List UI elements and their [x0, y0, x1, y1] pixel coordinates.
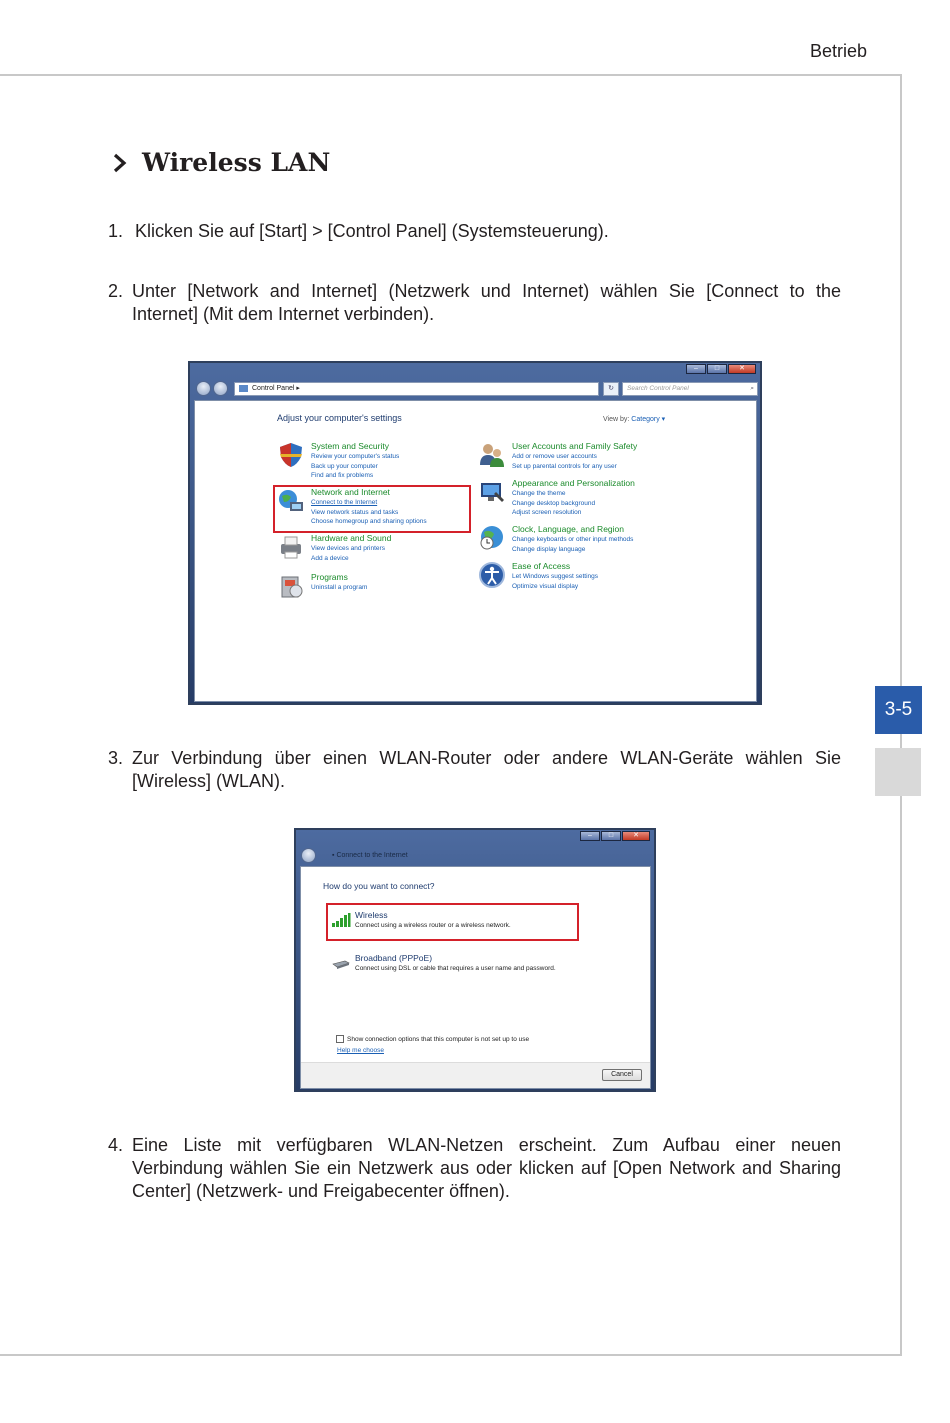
category-title[interactable]: System and Security [311, 441, 389, 451]
page-number-tab: 3-5 [875, 686, 922, 734]
programs-icon [277, 572, 305, 600]
step-4 [108, 1134, 841, 1203]
close-icon[interactable]: ✕ [622, 831, 650, 841]
search-input[interactable]: Search Control Panel ⌕ [622, 382, 758, 396]
display-icon [478, 478, 506, 506]
page-frame-bottom [0, 1354, 902, 1356]
step-1 [108, 220, 841, 243]
option-title: Wireless [355, 910, 388, 920]
step-number: 1. [108, 221, 124, 241]
window-controls [579, 831, 650, 841]
category-link[interactable]: Set up parental controls for any user [512, 462, 617, 470]
users-icon [478, 441, 506, 469]
category-appearance[interactable] [478, 478, 635, 518]
minimize-icon[interactable]: – [686, 364, 706, 374]
back-icon[interactable] [196, 381, 211, 396]
highlight-wireless-option [326, 903, 579, 941]
refresh-icon[interactable]: ↻ [603, 382, 619, 396]
option-broadband[interactable] [331, 953, 556, 973]
minimize-icon[interactable]: – [580, 831, 600, 841]
step-number: 3. [108, 748, 124, 768]
dialog-title: ▪ Connect to the Internet [332, 852, 408, 859]
connect-dialog-content [300, 866, 651, 1089]
option-title: Broadband (PPPoE) [355, 953, 433, 963]
control-panel-title: Adjust your computer's settings [277, 413, 402, 423]
address-bar[interactable]: Control Panel ▸ [234, 382, 599, 396]
category-link[interactable]: Back up your computer [311, 462, 378, 470]
show-options-checkbox[interactable] [336, 1035, 529, 1043]
step-number: 4. [108, 1135, 124, 1155]
close-icon[interactable]: ✕ [728, 364, 756, 374]
category-title[interactable]: Programs [311, 572, 348, 582]
section-heading [110, 148, 330, 177]
category-link[interactable]: Change desktop background [512, 499, 596, 507]
step-text: Zur Verbindung über einen WLAN-Router oder andere WLAN-Geräte wählen Sie [Wireless] (WLAN). [132, 748, 841, 791]
step-text: Eine Liste mit verfügbaren WLAN-Netzen erscheint. Zum Aufbau einer neuen Verbindung wählen Sie ein Netzwerk aus oder klicken auf [Open Network and Sharing Center] (Netzwerk- und Freigabecenter öffnen). [132, 1135, 841, 1201]
maximize-icon[interactable]: □ [601, 831, 621, 841]
option-description: Connect using DSL or cable that requires a user name and password. [355, 965, 556, 972]
dialog-question: How do you want to connect? [323, 881, 435, 891]
clock-globe-icon [478, 524, 506, 552]
category-title[interactable]: Hardware and Sound [311, 533, 392, 543]
page-frame-top [0, 74, 902, 76]
maximize-icon[interactable]: □ [707, 364, 727, 374]
category-programs[interactable] [277, 572, 367, 600]
category-clock-language[interactable] [478, 524, 633, 554]
category-link[interactable]: Add a device [311, 554, 349, 562]
dialog-footer [301, 1062, 650, 1088]
chevron-right-icon [110, 153, 130, 173]
step-number: 2. [108, 281, 124, 301]
window-controls [685, 364, 756, 374]
connect-dialog-screenshot [294, 828, 656, 1092]
category-link[interactable]: Change keyboards or other input methods [512, 536, 634, 543]
modem-icon [331, 956, 351, 970]
category-link[interactable]: Find and fix problems [311, 472, 374, 479]
category-title[interactable]: Appearance and Personalization [512, 478, 635, 488]
control-panel-content [194, 400, 757, 702]
category-link[interactable]: Choose homegroup and sharing options [311, 518, 427, 525]
category-user-accounts[interactable] [478, 441, 637, 471]
category-title[interactable]: User Accounts and Family Safety [512, 441, 638, 451]
view-by[interactable]: View by: Category ▾ [603, 416, 666, 423]
address-bar-row [194, 381, 756, 397]
step-text: Klicken Sie auf [Start] > [Control Panel] (Systemsteuerung). [135, 221, 609, 241]
category-system-security[interactable] [277, 441, 399, 481]
forward-icon[interactable] [213, 381, 228, 396]
category-link[interactable]: Review your computer's status [311, 453, 400, 460]
category-title[interactable]: Ease of Access [512, 561, 571, 571]
category-link[interactable]: Add or remove user accounts [512, 453, 597, 460]
step-3 [108, 747, 841, 793]
category-link[interactable]: Uninstall a program [311, 584, 368, 591]
category-link[interactable]: View devices and printers [311, 545, 385, 552]
category-title[interactable]: Network and Internet [311, 487, 390, 497]
help-me-choose-link[interactable]: Help me choose [337, 1047, 384, 1054]
checkbox-label: Show connection options that this computer is not set up to use [347, 1035, 530, 1043]
category-link[interactable]: View network status and tasks [311, 508, 399, 516]
category-title[interactable]: Clock, Language, and Region [512, 524, 624, 534]
highlight-network-internet [273, 485, 471, 533]
cancel-button[interactable]: Cancel [602, 1069, 642, 1081]
category-link[interactable]: Change display language [512, 545, 586, 553]
search-icon: ⌕ [750, 385, 754, 392]
category-ease-of-access[interactable] [478, 561, 598, 591]
control-panel-icon [239, 385, 248, 392]
step-text: Unter [Network and Internet] (Netzwerk und Internet) wählen Sie [Connect to the Internet] (Mit dem Internet verbinden). [132, 281, 841, 324]
ease-of-access-icon [478, 561, 506, 589]
section-label: Betrieb [810, 41, 868, 61]
checkbox-box[interactable] [336, 1035, 344, 1043]
category-link[interactable]: Adjust screen resolution [512, 509, 582, 516]
page-title: Wireless LAN [142, 148, 331, 177]
connect-to-internet-link[interactable]: Connect to the Internet [311, 499, 378, 506]
page-tab-spacer [875, 748, 921, 796]
back-icon[interactable] [301, 848, 316, 863]
category-link[interactable]: Change the theme [512, 490, 566, 497]
category-link[interactable]: Let Windows suggest settings [512, 573, 598, 580]
category-link[interactable]: Optimize visual display [512, 582, 579, 590]
category-hardware-sound[interactable] [277, 533, 391, 563]
printer-icon [277, 533, 305, 561]
option-description: Connect using a wireless router or a wireless network. [355, 922, 511, 929]
step-2 [108, 280, 841, 326]
control-panel-screenshot [188, 361, 762, 705]
shield-icon [277, 441, 305, 469]
